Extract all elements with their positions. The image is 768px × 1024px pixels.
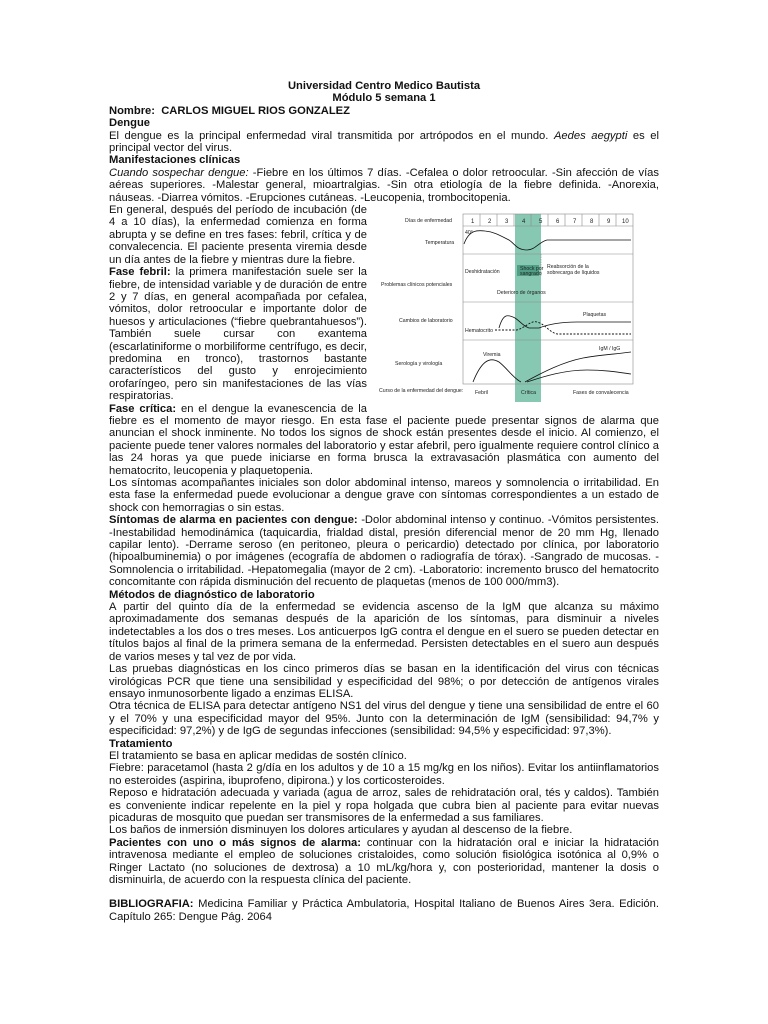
row-label-serology: Serología y virología — [395, 361, 443, 368]
alarm-signs-label: Síntomas de alarma en pacientes con dengue: — [109, 514, 358, 527]
suspect-label: Cuando sospechar dengue: — [109, 166, 249, 179]
critical-phase-paragraph — [109, 403, 659, 477]
student-name-line — [109, 105, 659, 117]
university-title: Universidad Centro Medico Bautista — [287, 80, 481, 92]
igm-curve — [527, 370, 631, 382]
reabsorption-label-1: Reabsorción de la — [547, 264, 589, 271]
suspect-text: -Fiebre en los últimos 7 días. -Cefalea o dolor retroocular. -Sin afección de vías aéreas superiores. -Malestar general, mioartralgias. -Sin otra etiología de la fiebre definida. -Anorexia, náuseas. -Diarrea vómitos. -Erupciones cutáneas. -Leucopenia, trombocitopenia. — [109, 166, 659, 204]
alarm-treatment-paragraph — [109, 837, 659, 887]
module-title: Módulo 5 semana 1 — [332, 92, 436, 105]
methods-paragraph-3: Otra técnica de ELISA para detectar antígeno NS1 del virus del dengue y tiene una sensibilidad de entre el 60 y el 70% y una especificidad mayor del 95%. Junto con la determinación de IgM (sensibilidad: 94,7% y especificidad: 97,2%) y de IgG de segundas infecciones (sensibilidad: 94,5% y especificidad: 97,3%). — [109, 700, 659, 738]
symptoms-paragraph: Los síntomas acompañantes iniciales son dolor abdominal intenso, mareos y somnolencia o irritabilidad. En esta fase la enfermedad puede evolucionar a dengue grave con síntomas correspondientes a un estado de shock con hemorragias o sin estas. — [109, 477, 659, 514]
platelets-label: Plaquetas — [583, 312, 607, 319]
day-number: 2 — [488, 219, 492, 226]
treatment-paragraph-3: Reposo e hidratación adecuada y variada (agua de arroz, sales de rehidratación oral, tés y caldos). También es conveniente indicar repelente en la piel y ropa holgada que cubra bien al paciente para evitar nuevas picaduras de mosquito que puedan ser transmisores de la enfermedad a sus familiares. — [109, 787, 659, 824]
phase-critical: Crítica — [521, 390, 536, 397]
row-label-course: Curso de la enfermedad del dengue: — [379, 388, 464, 395]
temperature-mark: 40° — [465, 230, 473, 237]
document-page — [109, 80, 659, 923]
temperature-curve — [464, 231, 631, 250]
day-number: 6 — [556, 219, 560, 226]
dengue-heading: Dengue — [109, 117, 151, 130]
bibliography-paragraph — [109, 898, 659, 923]
diagram-grid — [463, 214, 633, 384]
shock-label-1: Shock por — [520, 266, 544, 273]
vector-species: Aedes aegypti — [553, 129, 628, 142]
febrile-phase-text: la primera manifestación suele ser la fiebre, de intensidad variable y de duración de entre 2 y 7 días, en general acompañada por cefalea, vómitos, dolor retroocular e importante dolor de huesos y articulaciones (“fiebre quebrantahuesos”). También suele cursar con exantema (escarlatiniforme o morbiliforme centrífugo, es decir, predomina en tronco), trastornos bastante característicos del gusto y enrojecimiento orofaríngeo, pero sin manifestaciones de las vías respiratorias. — [109, 266, 367, 403]
methods-paragraph-1: A partir del quinto día de la enfermedad se evidencia ascenso de la IgM que alcanza su máximo aproximadamente dos semanas después de la aparición de los síntomas, para disminuir a niveles indetectables a los dos o tres meses. Los anticuerpos IgG contra el dengue en el suero se pueden detectar en títulos bajos al final de la primera semana de la enfermedad. Persisten detectables en el suero aun después de varios meses y tal vez de por vida. — [109, 601, 659, 663]
treatment-paragraph-2: Fiebre: paracetamol (hasta 2 g/día en los adultos y de 10 a 15 mg/kg en los niños). Evitar los antiinflamatorios no esteroides (aspirina, ibuprofeno, dipirona.) y los corticosteroides. — [109, 762, 659, 787]
treatment-paragraph-4: Los baños de inmersión disminuyen los dolores articulares y ayudan al descenso de la fiebre. — [109, 824, 573, 837]
alarm-signs-text: -Dolor abdominal intenso y continuo. -Vómitos persistentes. -Inestabilidad hemodinámica (taquicardia, frialdad distal, presión diferencial menor de 20 mm Hg, llenado capilar lento). -Derrame seroso (en peritoneo, pleura o pericardio) detectado por clínica, por laboratorio (hipoalbuminemia) o por imágenes (ecografía de abdomen o radiografía de tórax). -Sangrado de mucosas. -Somnolencia o irritabilidad. -Hepatomegalia (mayor de 2 cm). -Laboratorio: incremento brusco del hematocrito concomitante con rápida disminución del recuento de plaquetas (menos de 100 000/mm3). — [109, 514, 660, 589]
day-number: 4 — [522, 219, 526, 226]
methods-paragraph-2: Las pruebas diagnósticas en los cinco primeros días se basan en la identificación del virus con técnicas virológicas PCR que tiene una sensibilidad y especificidad del 98%; o por detección de antígenos virales ensayo inmunosorbente ligado a enzimas ELISA. — [109, 663, 659, 700]
alarm-treatment-label: Pacientes con uno o más signos de alarma: — [109, 836, 361, 849]
viremia-label: Viremia — [483, 352, 501, 359]
bibliography-text: Medicina Familiar y Práctica Ambulatoria, Hospital Italiano de Buenos Aires 3era. Edición. Capítulo 265: Dengue Pág. 2064 — [109, 898, 659, 923]
manifestaciones-heading: Manifestaciones clínicas — [109, 154, 241, 167]
day-number: 3 — [505, 219, 509, 226]
phase-febrile: Febril — [475, 390, 488, 397]
general-paragraph: En general, después del período de incubación (de 4 a 10 días), la enfermedad comienza en forma abrupta y se define en tres fases: febril, crítica y de convalecencia. El paciente presenta viremia desde un día antes de la fiebre y mientras dure la fiebre. — [109, 204, 367, 266]
igm-igg-label: IgM / IgG — [599, 346, 621, 353]
row-label-clinical: Problemas clínicos potenciales — [381, 282, 453, 289]
day-number: 7 — [573, 219, 577, 226]
dengue-course-diagram — [377, 210, 659, 406]
phase-convalescence: Fases de convalecencia — [573, 390, 629, 397]
alarm-signs-paragraph — [109, 514, 659, 588]
critical-phase-text: en el dengue la evanescencia de la fiebre es el momento de mayor riesgo. En esta fase el paciente puede presentar signos de alarma que anuncian el shock inminente. No todos los signos de shock están presentes desde el inicio. Al comienzo, el paciente puede tener valores normales del laboratorio y estar afebril, pero igualmente requiere control clínico a las 24 horas ya que puede iniciarse en forma brusca la extravasación plasmática con aumento del hematocrito, leucopenia y plaquetopenia. — [109, 402, 659, 477]
suspect-paragraph — [109, 167, 659, 204]
dehydration-label: Deshidratación — [465, 269, 500, 276]
organ-failure-label: Deterioro de órganos — [497, 290, 546, 297]
critical-phase-label: Fase crítica: — [109, 402, 177, 415]
methods-heading: Métodos de diagnóstico de laboratorio — [109, 588, 315, 601]
row-label-days: Días de enfermedad — [405, 218, 453, 225]
critical-phase-band — [515, 214, 541, 402]
intro-text-a: El dengue es la principal enfermedad viral transmitida por artrópodos en el mundo. — [109, 129, 549, 142]
name-label: Nombre: — [109, 104, 155, 117]
day-number: 5 — [539, 219, 543, 226]
dengue-intro — [109, 130, 659, 155]
treatment-heading: Tratamiento — [109, 737, 173, 750]
intro-text-b: es el principal vector del virus. — [109, 129, 660, 155]
day-number: 8 — [590, 219, 594, 226]
shock-label-2: sangrado — [520, 271, 542, 278]
viremia-curve — [473, 360, 521, 382]
spacer — [109, 886, 659, 898]
day-numbers — [471, 219, 629, 225]
day-number: 10 — [622, 219, 629, 226]
row-label-lab: Cambios de laboratorio — [399, 318, 453, 325]
day-number: 9 — [607, 219, 611, 226]
day-number: 1 — [471, 219, 475, 226]
row-label-temperature: Temperatura — [425, 240, 455, 247]
febrile-phase-label: Fase febril: — [109, 266, 171, 279]
dengue-course-figure — [377, 210, 659, 406]
alarm-treatment-text: continuar con la hidratación oral e iniciar la hidratación intravenosa mediante el empleo de soluciones cristaloides, como solución fisiológica isotónica al 0,9% o Ringer Lactato (no soluciones de dextrosa) a 10 mL/kg/hora y, con posterioridad, mantener la dosis o disminuirla, de acuerdo con la respuesta clínica del paciente. — [109, 836, 659, 886]
bibliography-label: BIBLIOGRAFIA: — [109, 898, 194, 911]
treatment-paragraph-1: El tratamiento se basa en aplicar medidas de sostén clínico. — [109, 749, 407, 762]
reabsorption-label-2: sobrecarga de líquidos — [547, 270, 600, 277]
name-value: CARLOS MIGUEL RIOS GONZALEZ — [161, 104, 350, 117]
hematocrit-label: Hematocrito — [465, 328, 493, 335]
